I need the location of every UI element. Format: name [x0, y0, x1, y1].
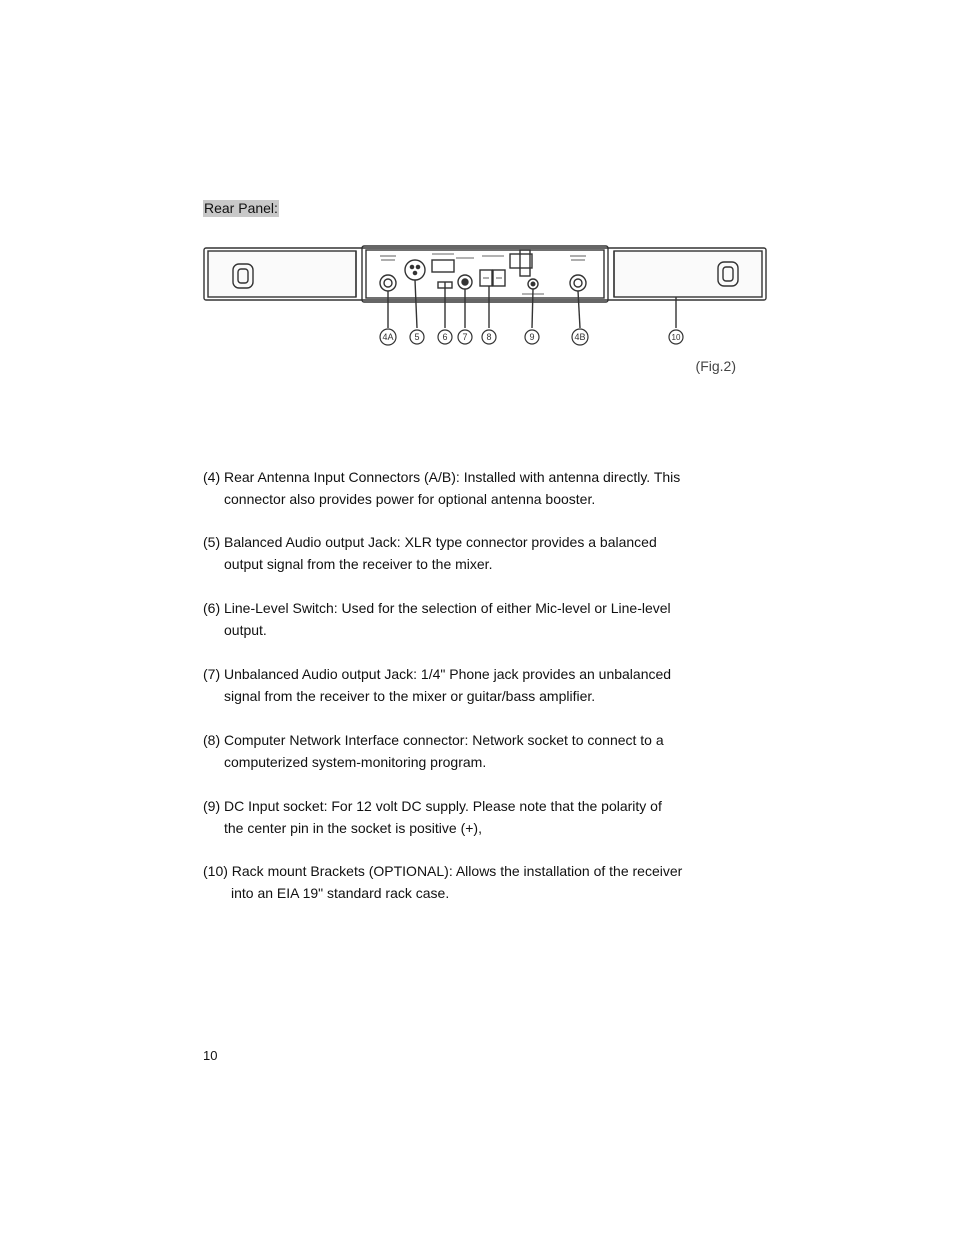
item-line: (4) Rear Antenna Input Connectors (A/B): Installed with antenna directly. This [203, 469, 681, 485]
item-line: (9) DC Input socket: For 12 volt DC supply. Please note that the polarity of [203, 798, 662, 814]
callout-label-5: 5 [414, 332, 420, 342]
figure-caption: (Fig.2) [695, 358, 736, 374]
list-item [203, 795, 723, 839]
list-item [203, 860, 723, 904]
item-line: output signal from the receiver to the mixer. [224, 556, 493, 572]
rear-panel-drawing [204, 246, 766, 328]
callout-label-7: 7 [462, 332, 468, 342]
callout-label-4a: 4A [382, 332, 394, 342]
rear-panel-figure [200, 240, 770, 380]
callout-label-4b: 4B [574, 332, 586, 342]
callout-label-8: 8 [486, 332, 492, 342]
xlr-jack-icon [405, 260, 425, 280]
callout-label-10: 10 [671, 333, 681, 342]
list-item [203, 663, 723, 707]
section-title: Rear Panel: [204, 200, 278, 216]
item-line: the center pin in the socket is positive (+), [224, 820, 482, 836]
list-item [203, 729, 723, 773]
page-number: 10 [203, 1048, 218, 1063]
item-line: computerized system-monitoring program. [224, 754, 487, 770]
list-item [203, 597, 723, 641]
callout-label-6: 6 [442, 332, 448, 342]
item-line: signal from the receiver to the mixer or guitar/bass amplifier. [224, 688, 596, 704]
item-line: connector also provides power for optional antenna booster. [224, 491, 596, 507]
item-line: (8) Computer Network Interface connector: Network socket to connect to a [203, 732, 664, 748]
item-line: (10) Rack mount Brackets (OPTIONAL): Allows the installation of the receiver [203, 863, 683, 879]
item-line: (6) Line-Level Switch: Used for the selection of either Mic-level or Line-level [203, 600, 671, 616]
item-line: (5) Balanced Audio output Jack: XLR type connector provides a balanced [203, 534, 657, 550]
item-line: (7) Unbalanced Audio output Jack: 1/4" Phone jack provides an unbalanced [203, 666, 672, 682]
list-item [203, 531, 723, 575]
item-line: output. [224, 622, 267, 638]
antenna-a-connector-icon [380, 275, 396, 291]
item-line: into an EIA 19" standard rack case. [231, 885, 450, 901]
list-item [203, 466, 723, 510]
callout-label-9: 9 [529, 332, 535, 342]
antenna-b-connector-icon [570, 275, 586, 291]
